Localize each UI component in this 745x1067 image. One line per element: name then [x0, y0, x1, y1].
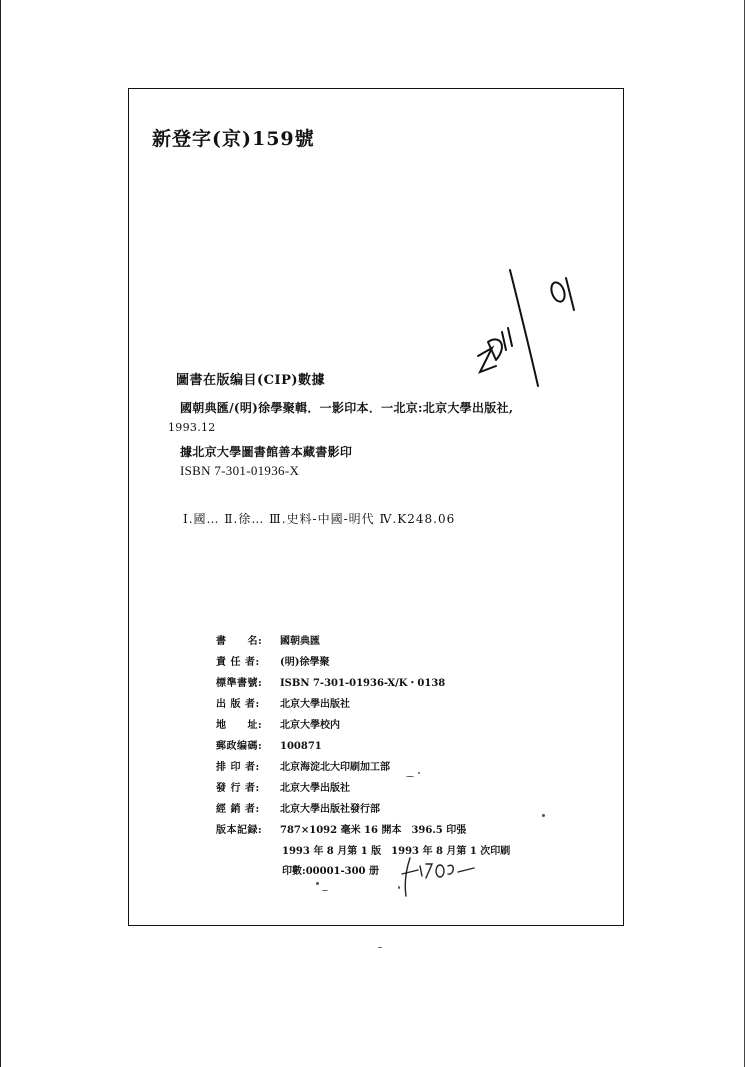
- scan-speck: [316, 882, 319, 885]
- colophon-row: 發 行 者: 北京大學出版社: [216, 783, 350, 794]
- scan-speck: [418, 772, 420, 774]
- handwritten-call-number: [466, 262, 586, 392]
- edition-info: 1993 年 8 月第 1 版 1993 年 8 月第 1 次印刷: [282, 846, 511, 857]
- colophon-row: 經 銷 者: 北京大學出版社發行部: [216, 804, 380, 815]
- colophon-row: 責 任 者: (明)徐學聚: [216, 657, 330, 668]
- cip-classification: Ⅰ.國… Ⅱ.徐… Ⅲ.史料-中國-明代 Ⅳ.K248.06: [183, 512, 456, 526]
- cip-heading: 圖書在版编目(CIP)數據: [176, 373, 326, 388]
- colophon-row: 出 版 者: 北京大學出版社: [216, 699, 350, 710]
- scan-edge-left: [0, 0, 1, 1067]
- handwritten-price: [396, 852, 476, 904]
- colophon-row: 書 名: 國朝典匯: [216, 636, 320, 647]
- cip-entry-line-1: 國朝典匯/(明)徐學聚輯．一影印本．一北京:北京大學出版社,: [180, 401, 514, 415]
- colophon-row: 郵政编碼: 100871: [216, 741, 322, 752]
- scan-speck: [406, 776, 414, 777]
- scan-speck: [398, 886, 400, 889]
- colophon-row: 排 印 者: 北京海淀北大印刷加工部: [216, 762, 390, 773]
- cip-isbn: ISBN 7-301-01936-X: [180, 463, 300, 478]
- registration-number: 新登字(京)159號: [152, 128, 315, 150]
- scan-speck: [322, 890, 328, 891]
- colophon-row: 標準書號: ISBN 7-301-01936-X/K・0138: [216, 678, 446, 689]
- cip-entry-line-3: 據北京大學圖書館善本藏書影印: [180, 445, 353, 459]
- colophon-row: 版本記録: 787×1092 毫米 16 開本 396.5 印張: [216, 825, 467, 836]
- cip-entry-line-2: 1993.12: [168, 421, 216, 434]
- print-run: 印數:00001-300 册: [282, 866, 379, 877]
- scan-speck: [378, 947, 382, 948]
- colophon-row: 地 址: 北京大學校内: [216, 720, 340, 731]
- scan-speck: [542, 814, 545, 817]
